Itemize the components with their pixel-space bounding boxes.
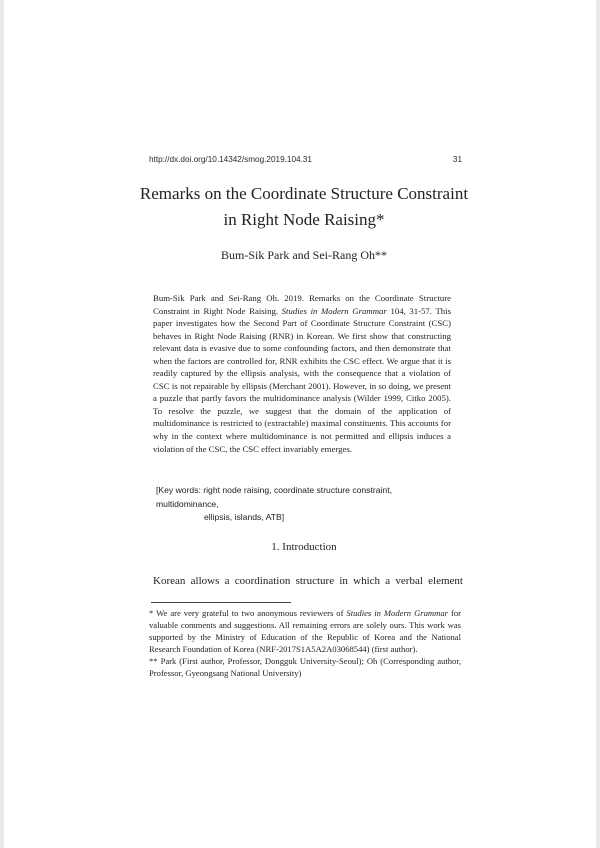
abstract-citation-prefix: Bum-Sik Park and Sei-Rang Oh. 2019. Remarks on the Coordinate Structure Constraint in Right Node Raising. xyxy=(153,293,451,316)
paper-page xyxy=(4,0,596,848)
title-line-1: Remarks on the Coordinate Structure Constraint xyxy=(139,184,469,203)
footnote-1 xyxy=(149,607,461,655)
page-number: 31 xyxy=(452,155,462,164)
keywords-line-1: [Key words: right node raising, coordinate structure constraint, multidominance, xyxy=(156,485,392,509)
footnote-1-prefix: * We are very grateful to two anonymous reviewers of xyxy=(149,608,347,618)
doi-link[interactable]: http://dx.doi.org/10.14342/smog.2019.104.31 xyxy=(149,155,312,164)
section-heading-introduction: 1. Introduction xyxy=(271,541,337,553)
footnote-1-journal: Studies in Modern Grammar xyxy=(346,608,448,618)
footnote-2: ** Park (First author, Professor, Dongguk University-Seoul); Oh (Corresponding author, Professor, Gyeongsang National University) xyxy=(149,656,461,679)
abstract xyxy=(153,292,451,455)
abstract-citation-suffix: 104, 31-57. xyxy=(386,305,436,316)
body-paragraph: Korean allows a coordination structure in which a verbal element xyxy=(153,575,463,587)
abstract-text: This paper investigates how the Second Part of Coordinate Structure Constraint (CSC) behaves in Right Node Raising (RNR) in Korean. We first show that constructing relevant data is evasive due to some confounding factors, and then demonstrate that when the factors are controlled for, RNR exhibits the CSC effect. We argue that it is readily captured by the ellipsis analysis, with the consequence that a violation of CSC is not repairable by ellipsis (Merchant 2001). However, in so doing, we present a puzzle that partly favors the multidominance analysis (Wilder 1999, Citko 2005). To resolve the puzzle, we suggest that the domain of the application of multidominance is restricted to (extractable) maximal constituents. This accounts for why in the context where multidominance is not permitted and ellipsis induces a violation of the CSC, the CSC effect invariably emerges. xyxy=(153,305,451,454)
keywords xyxy=(156,484,456,525)
footnotes xyxy=(149,607,461,680)
footnote-divider xyxy=(151,602,291,603)
abstract-journal-name: Studies in Modern Grammar xyxy=(281,305,387,316)
keywords-line-2: ellipsis, islands, ATB] xyxy=(204,512,285,522)
author-line: Bum-Sik Park and Sei-Rang Oh** xyxy=(221,248,387,262)
footnote-1-suffix: for valuable comments and suggestions. All remaining errors are solely ours. This work was supported by the Ministry of Education of the Republic of Korea and the National Research Foundation of Korea (NRF-2017S1A5A2A03068544) (first author). xyxy=(149,608,461,655)
paper-title xyxy=(104,181,504,233)
title-line-2: in Right Node Raising* xyxy=(223,210,385,229)
